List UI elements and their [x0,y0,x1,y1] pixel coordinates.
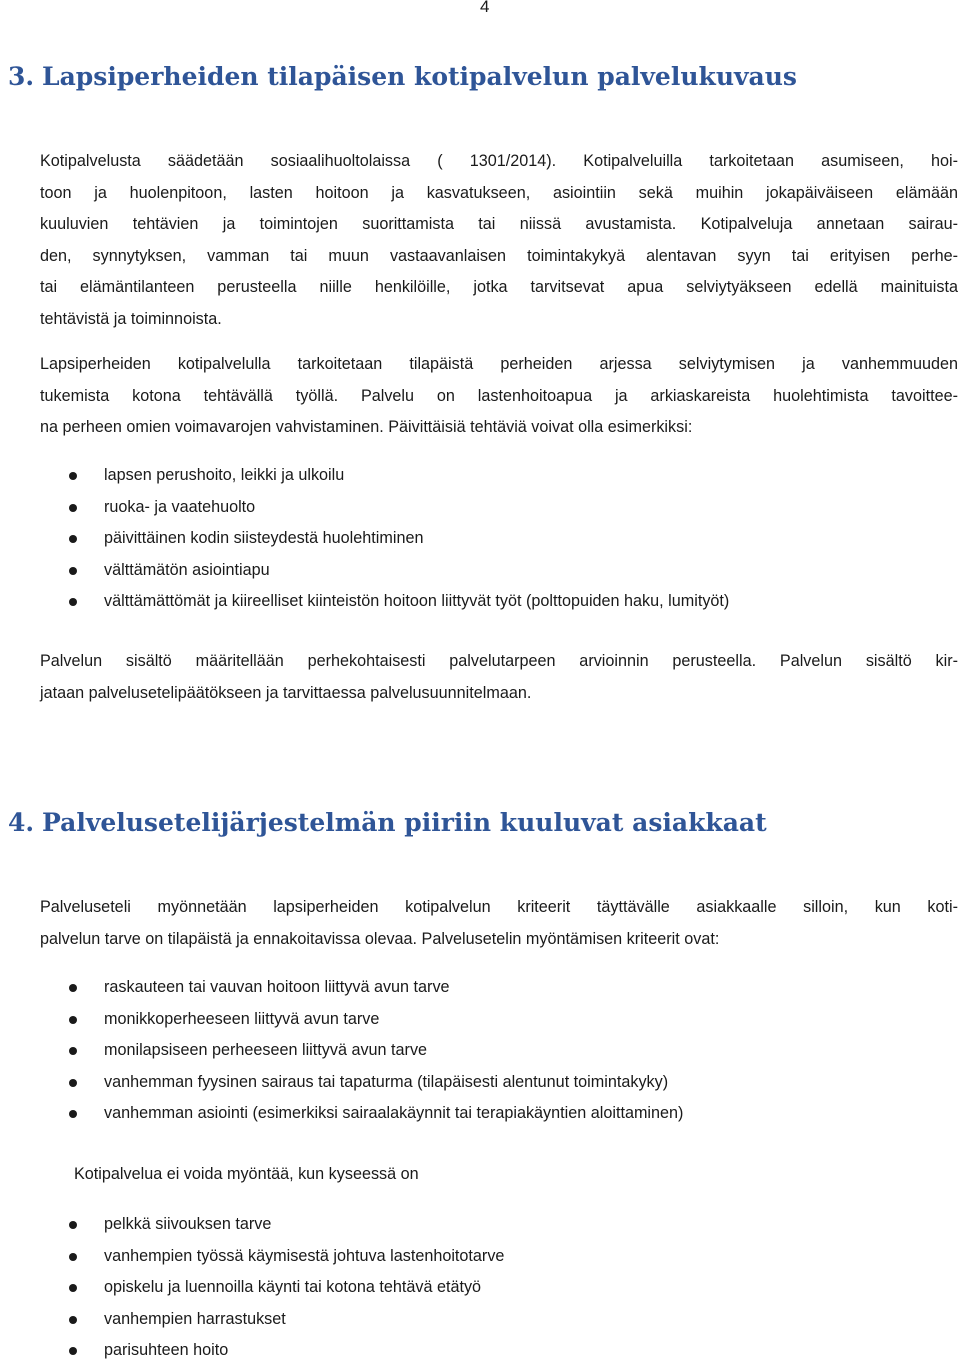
list-item-text: päivittäinen kodin siisteydestä huolehtiminen [104,529,424,547]
list-item-text: pelkkä siivouksen tarve [104,1215,272,1233]
section-3-paragraph-1 [40,146,958,335]
list-item [0,1035,683,1067]
list-item-text: vanhemman asiointi (esimerkiksi sairaalakäynnit tai terapiakäyntien aloittaminen) [104,1104,684,1122]
list-item [0,1067,683,1099]
bullet-icon [69,984,77,992]
section-3-title: Lapsiperheiden tilapäisen kotipalvelun palvelukuvaus [42,62,797,91]
list-item-text: raskauteen tai vauvan hoitoon liittyvä avun tarve [104,978,450,996]
list-item-text: vanhempien työssä käymisestä johtuva lastenhoitotarve [104,1246,505,1265]
list-item [0,523,729,555]
text-line: Palveluseteli myönnetään lapsiperheiden kotipalvelun kriteerit täyttävälle asiakkaalle silloin, kun koti- [40,898,958,916]
section-3-paragraph-3 [40,646,958,709]
list-item-text: välttämättömät ja kiireelliset kiinteistön hoitoon liittyvät työt (polttopuiden haku, lumityöt) [104,592,730,610]
bullet-icon [69,535,77,543]
text-line: kuuluvien tehtävien ja toimintojen suorittamista tai niissä avustamista. Kotipalveluja annetaan sairau- [40,215,958,233]
section-3-paragraph-2 [40,349,958,444]
text-line: na perheen omien voimavarojen vahvistaminen. Päivittäisiä tehtäviä voivat olla esimerkiksi: [40,418,693,436]
text-line: Kotipalvelusta säädetään sosiaalihuoltolaissa ( 1301/2014). Kotipalveluilla tarkoitetaan asumiseen, hoi- [40,152,958,170]
section-4-title: Palvelusetelijärjestelmän piiriin kuuluvat asiakkaat [42,808,767,837]
text-line: tehtävistä ja toiminnoista. [40,309,222,328]
list-item [0,1004,683,1036]
text-line: jataan palvelusetelipäätökseen ja tarvittaessa palvelusuunnitelmaan. [40,683,532,702]
bullet-icon [69,1047,77,1055]
list-item-text: lapsen perushoito, leikki ja ulkoilu [104,466,345,484]
section-3-heading [8,62,797,91]
bullet-icon [69,472,77,480]
page-number: 4 [480,0,490,16]
bullet-icon [69,1253,77,1261]
text-line: Palvelun sisältö määritellään perhekohtaisesti palvelutarpeen arvioinnin perusteella. Palvelun sisältö kir- [40,652,958,670]
task-list [0,460,729,618]
section-4-heading [8,808,767,837]
list-item [0,1304,504,1336]
bullet-icon [69,567,77,575]
bullet-icon [69,1316,77,1324]
list-item [0,492,729,524]
bullet-icon [69,1079,77,1087]
exclusion-intro: Kotipalvelua ei voida myöntää, kun kyseessä on [74,1165,419,1183]
list-item [0,972,683,1004]
list-item [0,460,729,492]
text-line: tai elämäntilanteen perusteella niille henkilöille, jotka tarvitsevat apua selviytyäkseen edellä mainituista [40,278,958,296]
list-item-text: vanhempien harrastukset [104,1309,286,1328]
list-item [0,586,729,618]
list-item-text: monilapsiseen perheeseen liittyvä avun tarve [104,1041,428,1059]
bullet-icon [69,504,77,512]
bullet-icon [69,1016,77,1024]
bullet-icon [69,598,77,606]
criteria-list [0,972,683,1130]
section-4-number: 4. [8,808,35,837]
list-item-text: opiskelu ja luennoilla käynti tai kotona tehtävä etätyö [104,1278,482,1296]
bullet-icon [69,1284,77,1292]
list-item-text: parisuhteen hoito [104,1341,229,1359]
bullet-icon [69,1347,77,1355]
list-item-text: monikkoperheeseen liittyvä avun tarve [104,1009,380,1028]
section-3-number: 3. [8,62,35,91]
list-item-text: välttämätön asiointiapu [104,560,270,579]
text-line: Lapsiperheiden kotipalvelulla tarkoitetaan tilapäistä perheiden arjessa selviytymisen ja vanhemmuuden [40,355,958,373]
list-item [0,1098,683,1130]
list-item-text: ruoka- ja vaatehuolto [104,497,256,516]
text-line: den, synnytyksen, vamman tai muun vastaavanlaisen toimintakykyä alentavan syyn tai erityisen perhe- [40,246,958,265]
list-item [0,555,729,587]
exclusion-list [0,1209,504,1367]
list-item [0,1209,504,1241]
list-item [0,1272,504,1304]
text-line: toon ja huolenpitoon, lasten hoitoon ja kasvatukseen, asiointiin sekä muihin jokapäiväiseen elämään [40,183,958,202]
bullet-icon [69,1110,77,1118]
bullet-icon [69,1221,77,1229]
list-item [0,1241,504,1273]
text-line: tukemista kotona tehtävällä työllä. Palvelu on lastenhoitoapua ja arkiaskareista huolehtimista tavoittee- [40,386,958,405]
text-line: palvelun tarve on tilapäistä ja ennakoitavissa olevaa. Palvelusetelin myöntämisen kriteerit ovat: [40,929,720,948]
section-4-paragraph-1 [40,892,958,955]
list-item-text: vanhemman fyysinen sairaus tai tapaturma (tilapäisesti alentunut toimintakyky) [104,1072,669,1091]
